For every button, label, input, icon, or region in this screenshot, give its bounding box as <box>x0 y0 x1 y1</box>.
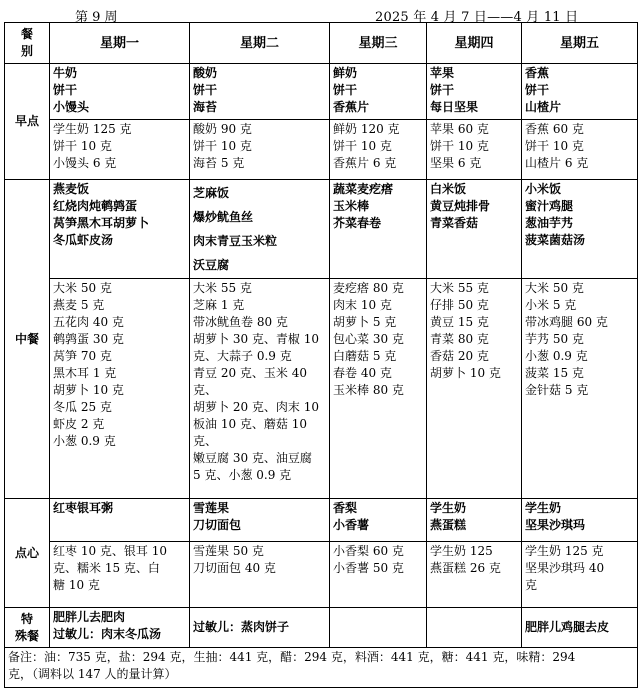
cell-line: 金针菇 5 克 <box>525 383 589 397</box>
snack-dishes-fri <box>522 499 638 542</box>
breakfast-dishes-wed <box>330 64 427 120</box>
cell-line: 包心菜 30 克 <box>333 332 404 346</box>
cell-line: 鲜奶 <box>333 66 358 80</box>
cell-line: 芥菜春卷 <box>333 216 382 230</box>
cell-line: 春卷 40 克 <box>333 366 392 380</box>
cell-line: 肉末 10 克 <box>333 298 392 312</box>
cell-line: 饼干 <box>525 83 550 97</box>
lunch-ingredients-wed <box>330 279 427 499</box>
lunch-ingredients-tue <box>190 279 330 499</box>
breakfast-dishes-mon <box>50 64 190 120</box>
lunch-dishes-wed <box>330 180 427 279</box>
cell-line: 胡萝卜 10 克 <box>53 383 124 397</box>
cell-line: 小香薯 50 克 <box>333 561 404 575</box>
cell-line: 爆炒鱿鱼丝 <box>193 210 254 224</box>
lunch-dish-row <box>5 180 638 279</box>
cell-line: 海苔 <box>193 100 218 114</box>
cell-line: 饼干 10 克 <box>193 139 252 153</box>
cell-line: 红烧肉炖鹌鹑蛋 <box>53 199 138 213</box>
cell-line: 大米 55 克 <box>193 281 252 295</box>
breakfast-ingredient-row <box>5 120 638 180</box>
cell-line: 燕麦 5 克 <box>53 298 105 312</box>
cell-line: 青菜 80 克 <box>430 332 489 346</box>
cell-line: 菠菜菌菇汤 <box>525 233 586 247</box>
snack-dishes-thu <box>427 499 522 542</box>
footer-note <box>5 648 638 688</box>
cell-line: 5 克、小葱 0.9 克 <box>193 468 292 482</box>
cell-line: 过敏儿：肉末冬瓜汤 <box>53 627 162 641</box>
special-label: 特 殊餐 <box>5 608 50 648</box>
cell-line: 菠菜 15 克 <box>525 366 584 380</box>
special-wed <box>330 608 427 648</box>
day-header-row <box>5 23 638 64</box>
cell-line: 芋艿 50 克 <box>525 332 584 346</box>
cell-line: 酸奶 <box>193 66 218 80</box>
cell-line: 鲜奶 120 克 <box>333 122 400 136</box>
cell-line: 刀切面包 40 克 <box>193 561 276 575</box>
cell-line: 大米 50 克 <box>525 281 584 295</box>
day-header-mon: 星期一 <box>50 23 190 64</box>
snack-ingredients-mon <box>50 542 190 608</box>
cell-line: 肥胖儿去肥肉 <box>53 610 126 624</box>
cell-line: 学生奶 <box>525 501 562 515</box>
cell-line: 蔬菜麦疙瘩 <box>333 182 394 196</box>
cell-line: 肉末青豆玉米粒 <box>193 234 278 248</box>
cell-line: 学生奶 125 <box>430 544 493 558</box>
day-header-wed: 星期三 <box>330 23 427 64</box>
special-mon <box>50 608 190 648</box>
cell-line: 莴笋 70 克 <box>53 349 112 363</box>
cell-line: 香菇 20 克 <box>430 349 489 363</box>
lunch-ingredients-thu <box>427 279 522 499</box>
cell-line: 糖 10 克 <box>53 578 100 592</box>
cell-line: 学生奶 <box>430 501 467 515</box>
cell-line: 每日坚果 <box>430 100 479 114</box>
cell-line: 山楂片 6 克 <box>525 156 589 170</box>
cell-line: 黄豆炖排骨 <box>430 199 491 213</box>
cell-line: 红枣银耳粥 <box>53 501 114 515</box>
cell-line: 冬瓜 25 克 <box>53 400 112 414</box>
day-header-thu: 星期四 <box>427 23 522 64</box>
cell-line: 克 <box>525 578 538 592</box>
cell-line: 胡萝卜 30 克、青椒 10 <box>193 332 319 346</box>
cell-line: 板油 10 克、蘑菇 10 克、 <box>193 417 307 448</box>
cell-line: 白蘑菇 5 克 <box>333 349 397 363</box>
cell-line: 青豆 20 克、玉米 40 克、 <box>193 366 307 397</box>
cell-line: 芝麻饭 <box>193 186 230 200</box>
lunch-ingredients-mon <box>50 279 190 499</box>
cell-line: 五花肉 40 克 <box>53 315 124 329</box>
cell-line: 克、大蒜子 0.9 克 <box>193 349 292 363</box>
cell-line: 饼干 <box>53 83 78 97</box>
cell-line: 饼干 <box>333 83 358 97</box>
cell-line: 燕蛋糕 <box>430 518 467 532</box>
footer-note-line-2: 克，（调料以 147 人的量计算） <box>8 667 177 681</box>
cell-line: 黄豆 15 克 <box>430 315 489 329</box>
cell-line: 学生奶 125 克 <box>53 122 132 136</box>
cell-line: 胡萝卜 5 克 <box>333 315 397 329</box>
cell-line: 饼干 <box>193 83 218 97</box>
cell-line: 嫩豆腐 30 克、油豆腐 <box>193 451 312 465</box>
breakfast-dishes-fri <box>522 64 638 120</box>
lunch-label: 中餐 <box>5 180 50 499</box>
special-meal-row <box>5 608 638 648</box>
day-header-tue: 星期二 <box>190 23 330 64</box>
cell-line: 虾皮 2 克 <box>53 417 105 431</box>
snack-label: 点心 <box>5 499 50 608</box>
cell-line: 饼干 10 克 <box>333 139 392 153</box>
cell-line: 燕麦饭 <box>53 182 90 196</box>
snack-ingredients-fri <box>522 542 638 608</box>
cell-line: 雪莲果 <box>193 501 230 515</box>
cell-line: 酸奶 90 克 <box>193 122 252 136</box>
cell-line: 燕蛋糕 26 克 <box>430 561 501 575</box>
cell-line: 带冰鸡腿 60 克 <box>525 315 608 329</box>
lunch-dishes-fri <box>522 180 638 279</box>
cell-line: 仔排 50 克 <box>430 298 489 312</box>
cell-line: 小葱 0.9 克 <box>525 349 588 363</box>
cell-line: 鹌鹑蛋 30 克 <box>53 332 124 346</box>
cell-line: 胡萝卜 10 克 <box>430 366 501 380</box>
category-header: 餐 别 <box>5 23 50 64</box>
special-thu <box>427 608 522 648</box>
cell-line: 雪莲果 50 克 <box>193 544 264 558</box>
cell-line: 饼干 10 克 <box>53 139 112 153</box>
lunch-ingredients-fri <box>522 279 638 499</box>
cell-line: 苹果 <box>430 66 455 80</box>
snack-ingredient-row <box>5 542 638 608</box>
week-label: 第 9 周 <box>75 10 118 25</box>
snack-dish-row <box>5 499 638 542</box>
cell-line: 克、糯米 15 克、白 <box>53 561 160 575</box>
cell-line: 葱油芋艿 <box>525 216 574 230</box>
cell-line: 莴笋黑木耳胡萝卜 <box>53 216 150 230</box>
cell-line: 刀切面包 <box>193 518 242 532</box>
cell-line: 香梨 <box>333 501 358 515</box>
snack-dishes-wed <box>330 499 427 542</box>
cell-line: 麦疙瘩 80 克 <box>333 281 404 295</box>
snack-dishes-mon <box>50 499 190 542</box>
footer-note-row <box>5 648 638 688</box>
cell-line: 小香薯 <box>333 518 370 532</box>
cell-line: 小米饭 <box>525 182 562 196</box>
breakfast-dish-row <box>5 64 638 120</box>
snack-ingredients-thu <box>427 542 522 608</box>
cell-line: 饼干 10 克 <box>525 139 584 153</box>
breakfast-label: 早点 <box>5 64 50 180</box>
cell-line: 大米 50 克 <box>53 281 112 295</box>
breakfast-ingredients-tue <box>190 120 330 180</box>
cell-line: 坚果 6 克 <box>430 156 482 170</box>
day-header-fri: 星期五 <box>522 23 638 64</box>
cell-line: 白米饭 <box>430 182 467 196</box>
cell-line: 红枣 10 克、银耳 10 <box>53 544 167 558</box>
cell-line: 肥胖儿鸡腿去皮 <box>525 620 610 634</box>
cell-line: 海苔 5 克 <box>193 156 245 170</box>
lunch-dishes-mon <box>50 180 190 279</box>
cell-line: 胡萝卜 20 克、肉末 10 <box>193 400 319 414</box>
breakfast-ingredients-mon <box>50 120 190 180</box>
cell-line: 芝麻 1 克 <box>193 298 245 312</box>
cell-line: 学生奶 125 克 <box>525 544 604 558</box>
cell-line: 大米 55 克 <box>430 281 489 295</box>
footer-note-line-1: 备注：油：735 克，盐：294 克，生抽：441 克，醋：294 克，料酒：441 克，糖：441 克，味精：294 <box>8 650 576 664</box>
cell-line: 冬瓜虾皮汤 <box>53 233 114 247</box>
cell-line: 苹果 60 克 <box>430 122 489 136</box>
snack-ingredients-tue <box>190 542 330 608</box>
cell-line: 小葱 0.9 克 <box>53 434 116 448</box>
cell-line: 过敏儿：蒸肉饼子 <box>193 620 290 634</box>
cell-line: 小馒头 6 克 <box>53 156 117 170</box>
cell-line: 蜜汁鸡腿 <box>525 199 574 213</box>
cell-line: 山楂片 <box>525 100 562 114</box>
lunch-ingredient-row <box>5 279 638 499</box>
cell-line: 玉米棒 80 克 <box>333 383 404 397</box>
breakfast-ingredients-thu <box>427 120 522 180</box>
cell-line: 香蕉 60 克 <box>525 122 584 136</box>
cell-line: 小香梨 60 克 <box>333 544 404 558</box>
breakfast-ingredients-wed <box>330 120 427 180</box>
breakfast-ingredients-fri <box>522 120 638 180</box>
cell-line: 坚果沙琪玛 40 <box>525 561 605 575</box>
page-header <box>0 0 641 25</box>
cell-line: 香蕉 <box>525 66 550 80</box>
cell-line: 香蕉片 6 克 <box>333 156 397 170</box>
cell-line: 青菜香菇 <box>430 216 479 230</box>
cell-line: 小馒头 <box>53 100 90 114</box>
breakfast-dishes-thu <box>427 64 522 120</box>
cell-line: 饼干 <box>430 83 455 97</box>
snack-ingredients-wed <box>330 542 427 608</box>
cell-line: 饼干 10 克 <box>430 139 489 153</box>
special-fri <box>522 608 638 648</box>
cell-line: 玉米棒 <box>333 199 370 213</box>
cell-line: 小米 5 克 <box>525 298 577 312</box>
breakfast-dishes-tue <box>190 64 330 120</box>
cell-line: 坚果沙琪玛 <box>525 518 586 532</box>
cell-line: 黑木耳 1 克 <box>53 366 117 380</box>
cell-line: 带冰鱿鱼卷 80 克 <box>193 315 288 329</box>
special-tue <box>190 608 330 648</box>
snack-dishes-tue <box>190 499 330 542</box>
cell-line: 香蕉片 <box>333 100 370 114</box>
date-range: 2025 年 4 月 7 日——4 月 11 日 <box>375 10 579 25</box>
lunch-dishes-tue <box>190 180 330 279</box>
weekly-menu-table <box>4 22 638 688</box>
lunch-dishes-thu <box>427 180 522 279</box>
cell-line: 牛奶 <box>53 66 78 80</box>
cell-line: 沃豆腐 <box>193 258 230 272</box>
